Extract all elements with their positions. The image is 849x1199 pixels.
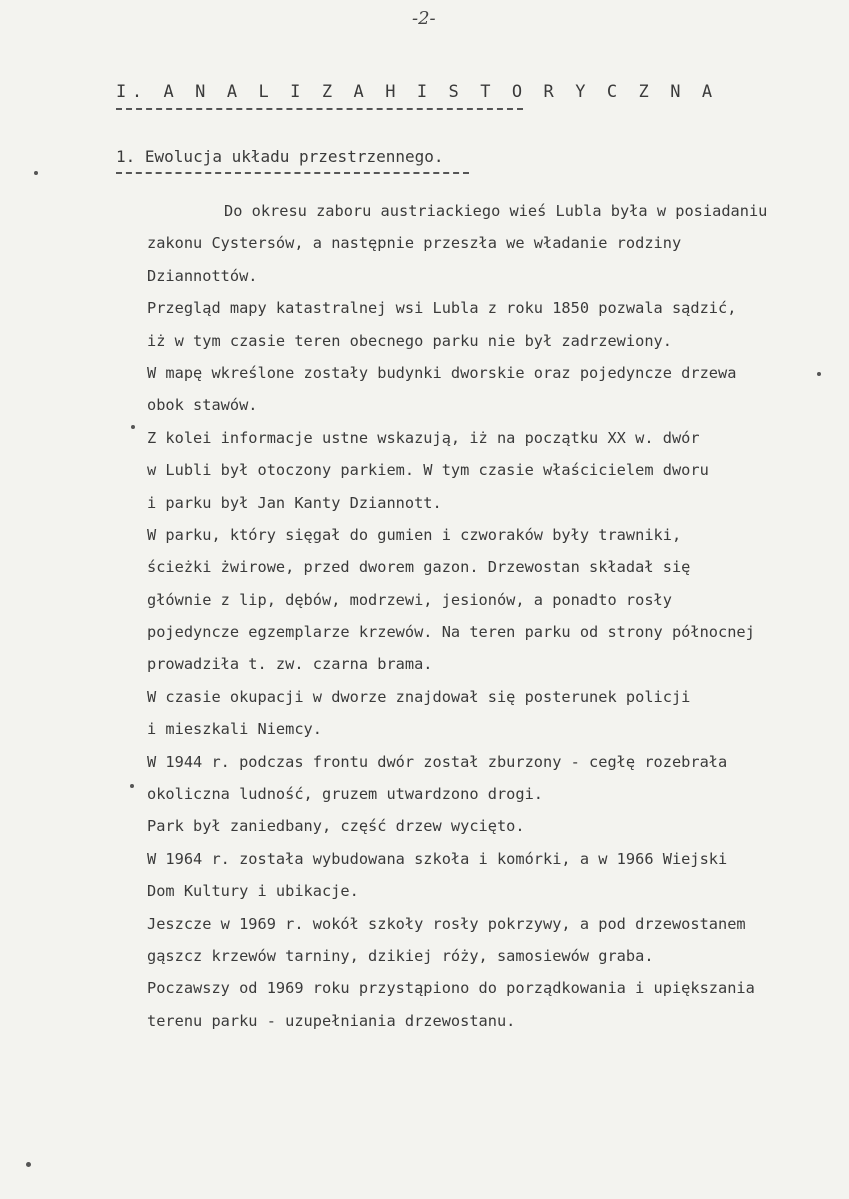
scan-speck [34, 171, 38, 175]
text-line: Dziannottów. [147, 266, 258, 285]
text-line: Z kolei informacje ustne wskazują, iż na początku XX w. dwór [147, 428, 700, 447]
subheading-underline [116, 172, 469, 174]
text-line: gąszcz krzewów tarniny, dzikiej róży, samosiewów graba. [147, 946, 654, 965]
text-line: głównie z lip, dębów, modrzewi, jesionów, a ponadto rosły [147, 590, 672, 609]
text-line: W mapę wkreślone zostały budynki dworskie oraz pojedyncze drzewa [147, 363, 737, 382]
text-line: pojedyncze egzemplarze krzewów. Na teren parku od strony północnej [147, 623, 755, 642]
page-number: -2- [412, 8, 436, 29]
text-line: i parku był Jan Kanty Dziannott. [147, 493, 442, 512]
text-line: Park był zaniedbany, część drzew wycięto. [147, 817, 525, 836]
text-line: Dom Kultury i ubikacje. [147, 882, 359, 901]
text-line: okoliczna ludność, gruzem utwardzono drogi. [147, 785, 544, 804]
text-line: w Lubli był otoczony parkiem. W tym czasie właścicielem dworu [147, 461, 709, 480]
text-line: Przegląd mapy katastralnej wsi Lubla z roku 1850 pozwala sądzić, [147, 299, 737, 318]
text-line: prowadziła t. zw. czarna brama. [147, 655, 433, 674]
text-line: iż w tym czasie teren obecnego parku nie był zadrzewiony. [147, 331, 672, 350]
text-line: zakonu Cystersów, a następnie przeszła we władanie rodziny [147, 234, 682, 253]
text-line: Poczawszy od 1969 roku przystąpiono do porządkowania i upiększania [147, 979, 755, 998]
text-line: obok stawów. [147, 396, 258, 415]
text-line: Jeszcze w 1969 r. wokół szkoły rosły pokrzywy, a pod drzewostanem [147, 914, 746, 933]
text-line: W parku, który sięgał do gumien i czworaków były trawniki, [147, 525, 682, 544]
body-text [147, 195, 847, 1037]
text-line: i mieszkali Niemcy. [147, 720, 322, 739]
text-line: ścieżki żwirowe, przed dworem gazon. Drzewostan składał się [147, 558, 691, 577]
text-line: W czasie okupacji w dworze znajdował się posterunek policji [147, 687, 691, 706]
text-line: Do okresu zaboru austriackiego wieś Lubla była w posiadaniu [224, 202, 768, 220]
scan-speck [130, 784, 134, 788]
scan-speck [26, 1162, 31, 1167]
text-line: W 1944 r. podczas frontu dwór został zburzony - cegłę rozebrała [147, 752, 728, 771]
text-line: terenu parku - uzupełniania drzewostanu. [147, 1011, 516, 1030]
scan-speck [817, 372, 821, 376]
scan-speck [131, 425, 135, 429]
heading-underline [116, 108, 523, 110]
subsection-heading: 1. Ewolucja układu przestrzennego. [116, 147, 444, 166]
section-heading: I. A N A L I Z A H I S T O R Y C Z N A [116, 82, 718, 102]
text-line: W 1964 r. została wybudowana szkoła i komórki, a w 1966 Wiejski [147, 849, 728, 868]
